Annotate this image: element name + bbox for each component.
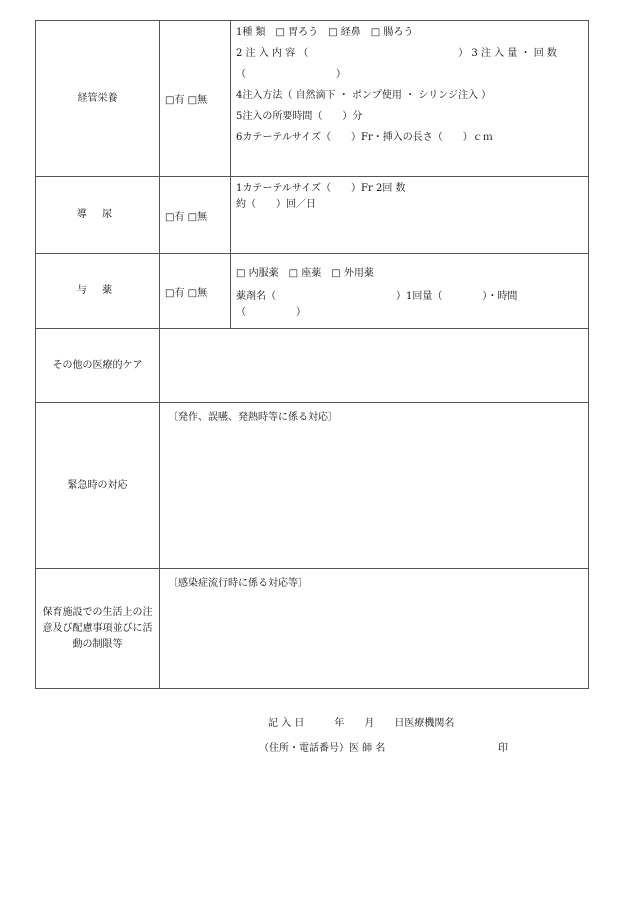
row-other-care (36, 329, 589, 403)
row-emergency (36, 403, 589, 569)
medication-line: （ ） (236, 307, 306, 318)
row-daily-life (36, 569, 589, 689)
emergency-note: 〔発作、誤嚥、発熱時等に係る対応〕 (168, 412, 338, 423)
tube-line: 4注入方法（ 自然滴下 ・ ポンプ使用 ・ シリンジ注入 ） (236, 90, 492, 101)
row-catheter (36, 177, 589, 254)
tube-line: 6カテーテルサイズ（ ）Fr・挿入の長さ（ ）ｃｍ (236, 132, 493, 143)
details-catheter (231, 177, 589, 254)
yes-no-tube-feeding[interactable]: □有 □無 (160, 21, 231, 177)
signature-doctor-name: （住所・電話番号）医 師 名 (259, 743, 386, 754)
other-care-field[interactable] (160, 329, 589, 403)
label-tube-feeding: 経管栄養 (36, 21, 160, 177)
label-medication: 与 薬 (36, 254, 160, 329)
label-catheter: 導 尿 (36, 177, 160, 254)
medication-line: 薬剤名（ ）1回量（ ）・時間 (236, 291, 518, 302)
catheter-line: 約（ ）回／日 (236, 199, 316, 210)
seal-mark: 印 (498, 743, 508, 754)
yes-no-catheter[interactable]: □有 □無 (160, 177, 231, 254)
tube-line: 1種 類 □ 胃ろう □ 経鼻 □ 腸ろう (236, 27, 414, 38)
signature-date-institution: 記 入 日 年 月 日医療機関名 (268, 718, 455, 729)
row-medication (36, 254, 589, 329)
tube-line: 2 注 入 内 容 （ ） 3 注 入 量 ・ 回 数 (236, 48, 557, 59)
details-tube-feeding (231, 21, 589, 177)
daily-life-note: 〔感染症流行時に係る対応等〕 (168, 578, 308, 589)
tube-line: （ ） (236, 69, 346, 80)
emergency-field[interactable] (160, 403, 589, 569)
daily-life-field[interactable] (160, 569, 589, 689)
label-emergency: 緊急時の対応 (36, 403, 160, 569)
catheter-line: 1カテーテルサイズ（ ）Fr 2回 数 (236, 183, 406, 194)
label-other-care: その他の医療的ケア (36, 329, 160, 403)
tube-line: 5注入の所要時間（ ）分 (236, 111, 363, 122)
row-tube-feeding (36, 21, 589, 177)
medical-care-form (35, 20, 589, 689)
yes-no-medication[interactable]: □有 □無 (160, 254, 231, 329)
medication-line: □ 内服薬 □ 座薬 □ 外用薬 (236, 268, 374, 279)
label-daily-life: 保育施設での生活上の注意及び配慮事項並びに活動の制限等 (36, 569, 160, 689)
details-medication (231, 254, 589, 329)
